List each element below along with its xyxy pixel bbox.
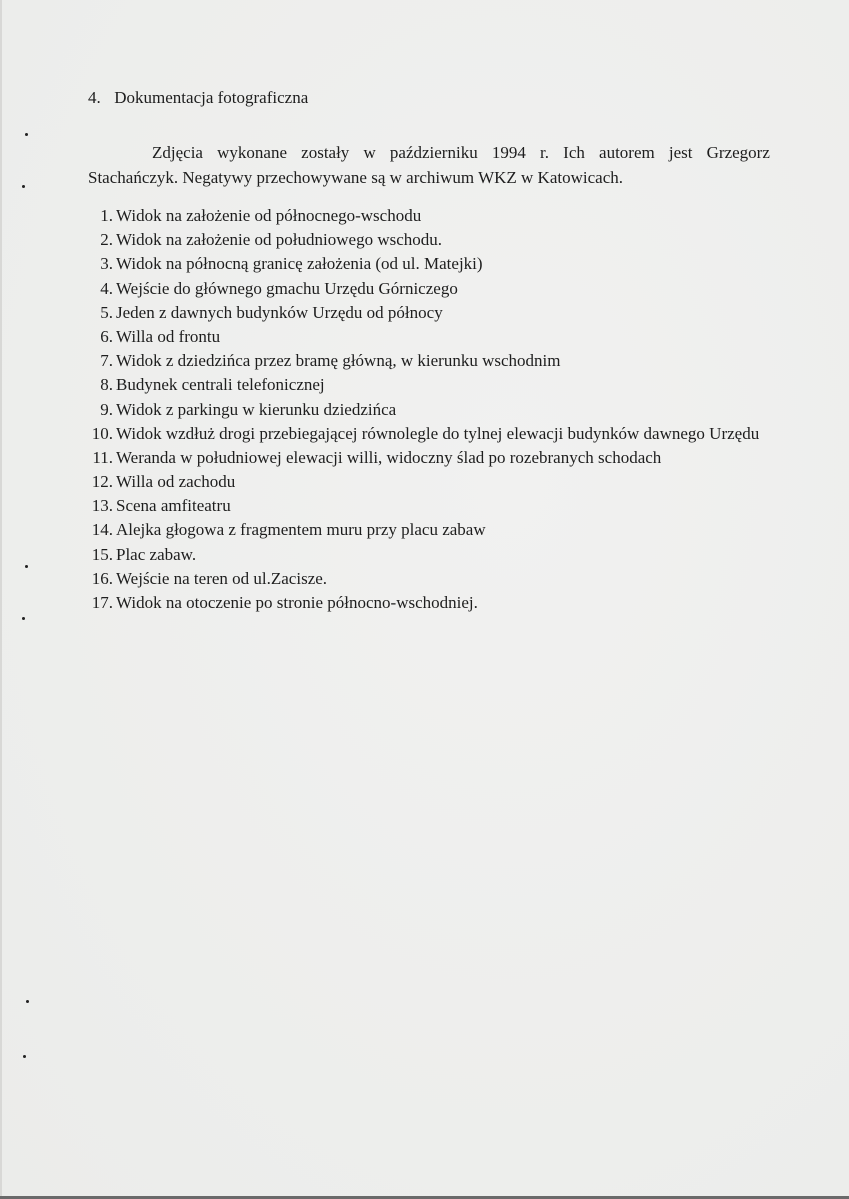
- word: zostały: [301, 143, 350, 162]
- word: r.: [540, 143, 549, 162]
- scan-speck: [25, 565, 28, 568]
- list-item: [88, 591, 759, 615]
- scan-speck: [23, 1055, 26, 1058]
- word: październiku: [389, 143, 478, 162]
- paragraph-line-1: [88, 140, 770, 165]
- word: wykonane: [217, 143, 287, 162]
- list-item: [88, 446, 759, 470]
- list-item: [88, 301, 759, 325]
- word: Zdjęcia: [152, 143, 203, 162]
- word: Grzegorz: [706, 143, 770, 162]
- item-number: 11.: [92, 447, 113, 467]
- list-item: [88, 373, 759, 397]
- item-text: Widok na założenie od południowego wschodu.: [116, 230, 443, 250]
- list-item: [88, 398, 759, 422]
- item-number: 2.: [100, 230, 113, 250]
- item-text: Widok na północną granicę założenia (od ul. Matejki): [116, 254, 483, 274]
- item-number: 6.: [100, 326, 113, 346]
- item-number: 17.: [91, 593, 113, 612]
- item-number: 1.: [100, 206, 113, 225]
- section-number: 4.: [88, 88, 101, 107]
- item-text: Widok z dziedzińca przez bramę główną, w kierunku wschodnim: [116, 351, 561, 371]
- intro-paragraph: [88, 140, 770, 190]
- list-item: [88, 325, 759, 349]
- item-text: Willa od zachodu: [116, 472, 236, 492]
- item-text: Widok na założenie od północnego-wschodu: [116, 206, 422, 225]
- item-number: 8.: [100, 375, 113, 395]
- item-number: 3.: [100, 254, 113, 274]
- list-item: [88, 277, 759, 301]
- scan-speck: [26, 1000, 29, 1003]
- scan-speck: [25, 133, 28, 136]
- item-text: Jeden z dawnych budynków Urzędu od północy: [116, 302, 443, 322]
- list-item: [88, 422, 759, 446]
- item-text: Budynek centrali telefonicznej: [116, 375, 325, 395]
- item-text: Widok z parkingu w kierunku dziedzińca: [116, 399, 397, 419]
- word: 1994: [491, 143, 526, 162]
- list-item: [88, 470, 759, 494]
- list-item: [88, 349, 759, 373]
- item-text: Plac zabaw.: [116, 544, 197, 564]
- list-item: [88, 494, 759, 518]
- item-text: Widok na otoczenie po stronie północno-wschodniej.: [116, 593, 478, 612]
- item-text: Willa od frontu: [116, 326, 221, 346]
- word: jest: [668, 143, 693, 162]
- photo-list: [88, 204, 759, 615]
- item-text: Scena amfiteatru: [116, 496, 231, 516]
- item-number: 14.: [91, 520, 113, 540]
- paragraph-line-2: Stachańczyk. Negatywy przechowywane są w archiwum WKZ w Katowicach.: [88, 168, 623, 187]
- list-item: [88, 543, 759, 567]
- item-text: Alejka głogowa z fragmentem muru przy placu zabaw: [116, 520, 486, 540]
- scan-speck: [22, 617, 25, 620]
- item-text: Wejście do głównego gmachu Urzędu Górniczego: [116, 278, 458, 298]
- item-number: 16.: [91, 568, 113, 588]
- section-heading: [88, 88, 308, 108]
- item-number: 13.: [91, 496, 113, 516]
- item-number: 15.: [91, 544, 113, 564]
- list-item: [88, 567, 759, 591]
- item-number: 5.: [100, 302, 113, 322]
- item-number: 12.: [91, 472, 113, 492]
- list-item: [88, 252, 759, 276]
- item-text: Widok wzdłuż drogi przebiegającej równolegle do tylnej elewacji budynków dawnego Urzędu: [116, 423, 760, 443]
- section-title: Dokumentacja fotograficzna: [114, 88, 309, 107]
- word: w: [363, 143, 376, 162]
- page-left-edge: [0, 0, 2, 1199]
- word: Ich: [563, 143, 585, 162]
- item-number: 4.: [100, 278, 113, 298]
- item-text: Weranda w południowej elewacji willi, widoczny ślad po rozebranych schodach: [116, 447, 662, 467]
- item-number: 9.: [100, 399, 113, 419]
- scan-speck: [22, 185, 25, 188]
- item-number: 7.: [100, 351, 113, 371]
- item-number: 10.: [91, 423, 113, 443]
- list-item: [88, 518, 759, 542]
- word: autorem: [599, 143, 655, 162]
- list-item: [88, 204, 759, 228]
- list-item: [88, 228, 759, 252]
- item-text: Wejście na teren od ul.Zacisze.: [116, 568, 328, 588]
